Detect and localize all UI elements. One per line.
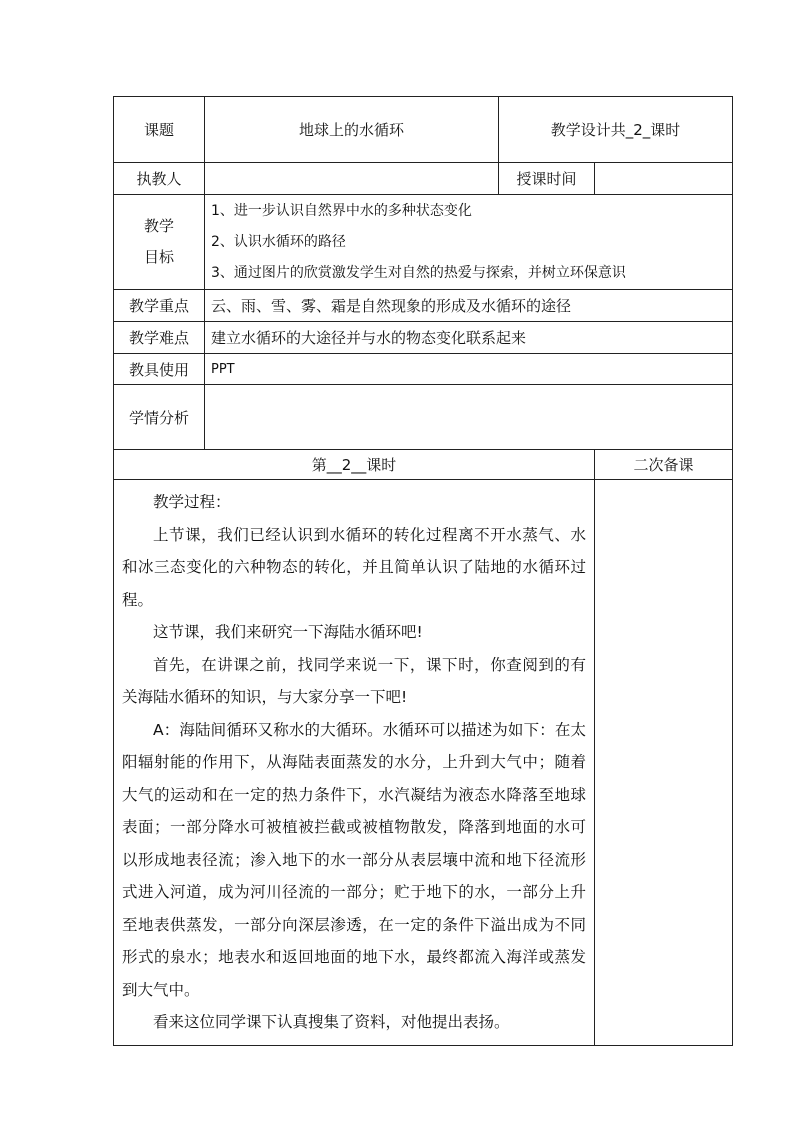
lesson-plan-table: [113, 96, 733, 1046]
difficulties-label: 教学难点: [114, 322, 205, 354]
objectives-row: [114, 195, 733, 290]
objectives-list: [205, 195, 733, 290]
objective-item: 2、认识水循环的路径: [211, 233, 346, 250]
secondary-prep-label: 二次备课: [595, 450, 733, 480]
period-count: 教学设计共_2_课时: [499, 97, 733, 163]
process-paragraph: 上节课，我们已经认识到水循环的转化过程离不开水蒸气、水和冰三态变化的六种物态的转化，并且简单认识了陆地的水循环过程。: [122, 525, 586, 609]
tools-label: 教具使用: [114, 354, 205, 385]
analysis-value: [205, 385, 733, 450]
teacher-value: [205, 163, 499, 195]
objectives-label-line2: 目标: [143, 248, 174, 266]
difficulties-value: 建立水循环的大途径并与水的物态变化联系起来: [205, 322, 733, 354]
teaching-process: [114, 480, 595, 1046]
difficulties-row: [114, 322, 733, 354]
teacher-row: [114, 163, 733, 195]
analysis-label: 学情分析: [114, 385, 205, 450]
process-paragraph: 这节课，我们来研究一下海陆水循环吧!: [153, 623, 423, 641]
objective-item: 1、进一步认识自然界中水的多种状态变化: [211, 202, 472, 219]
tools-value: PPT: [205, 354, 733, 385]
class-time-label: 授课时间: [499, 163, 595, 195]
topic-row: [114, 97, 733, 163]
key-points-row: [114, 290, 733, 322]
process-row: [114, 480, 733, 1046]
process-heading: 教学过程：: [153, 493, 231, 511]
objectives-label: [114, 195, 205, 290]
topic-label: 课题: [114, 97, 205, 163]
objectives-label-line1: 教学: [143, 217, 174, 235]
secondary-prep-notes: [595, 480, 733, 1046]
session-header-row: [114, 450, 733, 480]
key-points-value: 云、雨、雪、雾、霜是自然现象的形成及水循环的途径: [205, 290, 733, 322]
objective-item: 3、通过图片的欣赏激发学生对自然的热爱与探索，并树立环保意识: [211, 264, 626, 281]
analysis-row: [114, 385, 733, 450]
key-points-label: 教学重点: [114, 290, 205, 322]
process-paragraph: 看来这位同学课下认真搜集了资料，对他提出表扬。: [153, 1013, 510, 1031]
process-paragraph: A：海陆间循环又称水的大循环。水循环可以描述为如下：在太阳辐射能的作用下，从海陆表面蒸发的水分，上升到大气中；随着大气的运动和在一定的热力条件下，水汽凝结为液态水降落至地球表面；一部分降水可被植被拦截或被植物散发，降落到地面的水可以形成地表径流；渗入地下的水一部分从表层壤中流和地下径流形式进入河道，成为河川径流的一部分；贮于地下的水，一部分上升至地表供蒸发，一部分向深层渗透，在一定的条件下溢出成为不同形式的泉水；地表水和返回地面的地下水，最终都流入海洋或蒸发到大气中。: [122, 720, 586, 999]
process-paragraph: 首先，在讲课之前，找同学来说一下，课下时，你查阅到的有关海陆水循环的知识，与大家分享一下吧!: [122, 655, 586, 706]
topic-value: 地球上的水循环: [205, 97, 499, 163]
class-time-value: [595, 163, 733, 195]
session-label: 第__2__课时: [114, 450, 595, 480]
teacher-label: 执教人: [114, 163, 205, 195]
tools-row: [114, 354, 733, 385]
